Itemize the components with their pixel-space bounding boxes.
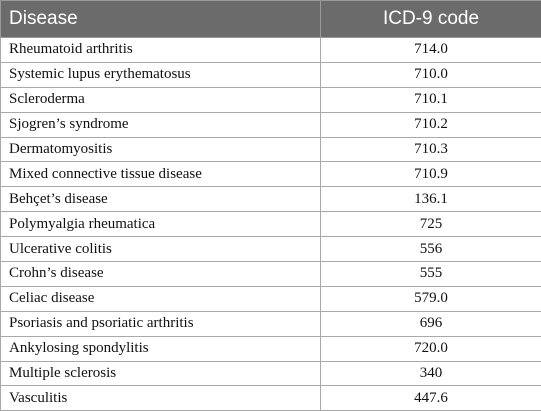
- disease-cell: Ankylosing spondylitis: [1, 336, 321, 361]
- icd9-code-cell: 340: [321, 361, 541, 386]
- disease-cell: Celiac disease: [1, 286, 321, 311]
- table-body: [1, 38, 541, 411]
- disease-cell: Crohn’s disease: [1, 262, 321, 287]
- table-row: [1, 212, 541, 237]
- disease-cell: Behçet’s disease: [1, 187, 321, 212]
- table-row: [1, 361, 541, 386]
- disease-cell: Ulcerative colitis: [1, 237, 321, 262]
- icd9-code-cell: 710.9: [321, 162, 541, 187]
- table-row: [1, 336, 541, 361]
- icd9-code-cell: 136.1: [321, 187, 541, 212]
- table-row: [1, 162, 541, 187]
- table-row: [1, 386, 541, 411]
- icd9-code-cell: 579.0: [321, 286, 541, 311]
- table-row: [1, 187, 541, 212]
- icd9-code-cell: 710.1: [321, 87, 541, 112]
- icd9-code-cell: 714.0: [321, 38, 541, 63]
- icd9-code-cell: 725: [321, 212, 541, 237]
- disease-cell: Scleroderma: [1, 87, 321, 112]
- icd9-code-cell: 556: [321, 237, 541, 262]
- icd9-code-cell: 720.0: [321, 336, 541, 361]
- disease-cell: Psoriasis and psoriatic arthritis: [1, 311, 321, 336]
- column-header-icd9-code: ICD-9 code: [321, 1, 541, 38]
- icd9-code-cell: 710.3: [321, 137, 541, 162]
- disease-cell: Mixed connective tissue disease: [1, 162, 321, 187]
- table-row: [1, 38, 541, 63]
- table-header: [1, 1, 541, 38]
- icd9-code-cell: 555: [321, 262, 541, 287]
- disease-cell: Polymyalgia rheumatica: [1, 212, 321, 237]
- disease-cell: Sjogren’s syndrome: [1, 112, 321, 137]
- disease-cell: Rheumatoid arthritis: [1, 38, 321, 63]
- table-row: [1, 311, 541, 336]
- column-header-disease: Disease: [1, 1, 321, 38]
- disease-cell: Multiple sclerosis: [1, 361, 321, 386]
- table-row: [1, 112, 541, 137]
- disease-cell: Systemic lupus erythematosus: [1, 62, 321, 87]
- table-row: [1, 62, 541, 87]
- icd9-code-cell: 447.6: [321, 386, 541, 411]
- disease-cell: Vasculitis: [1, 386, 321, 411]
- table-row: [1, 262, 541, 287]
- icd9-code-cell: 696: [321, 311, 541, 336]
- table-row: [1, 87, 541, 112]
- table-row: [1, 286, 541, 311]
- icd9-code-cell: 710.0: [321, 62, 541, 87]
- disease-cell: Dermatomyositis: [1, 137, 321, 162]
- table-row: [1, 237, 541, 262]
- icd9-code-cell: 710.2: [321, 112, 541, 137]
- header-row: [1, 1, 541, 38]
- table-row: [1, 137, 541, 162]
